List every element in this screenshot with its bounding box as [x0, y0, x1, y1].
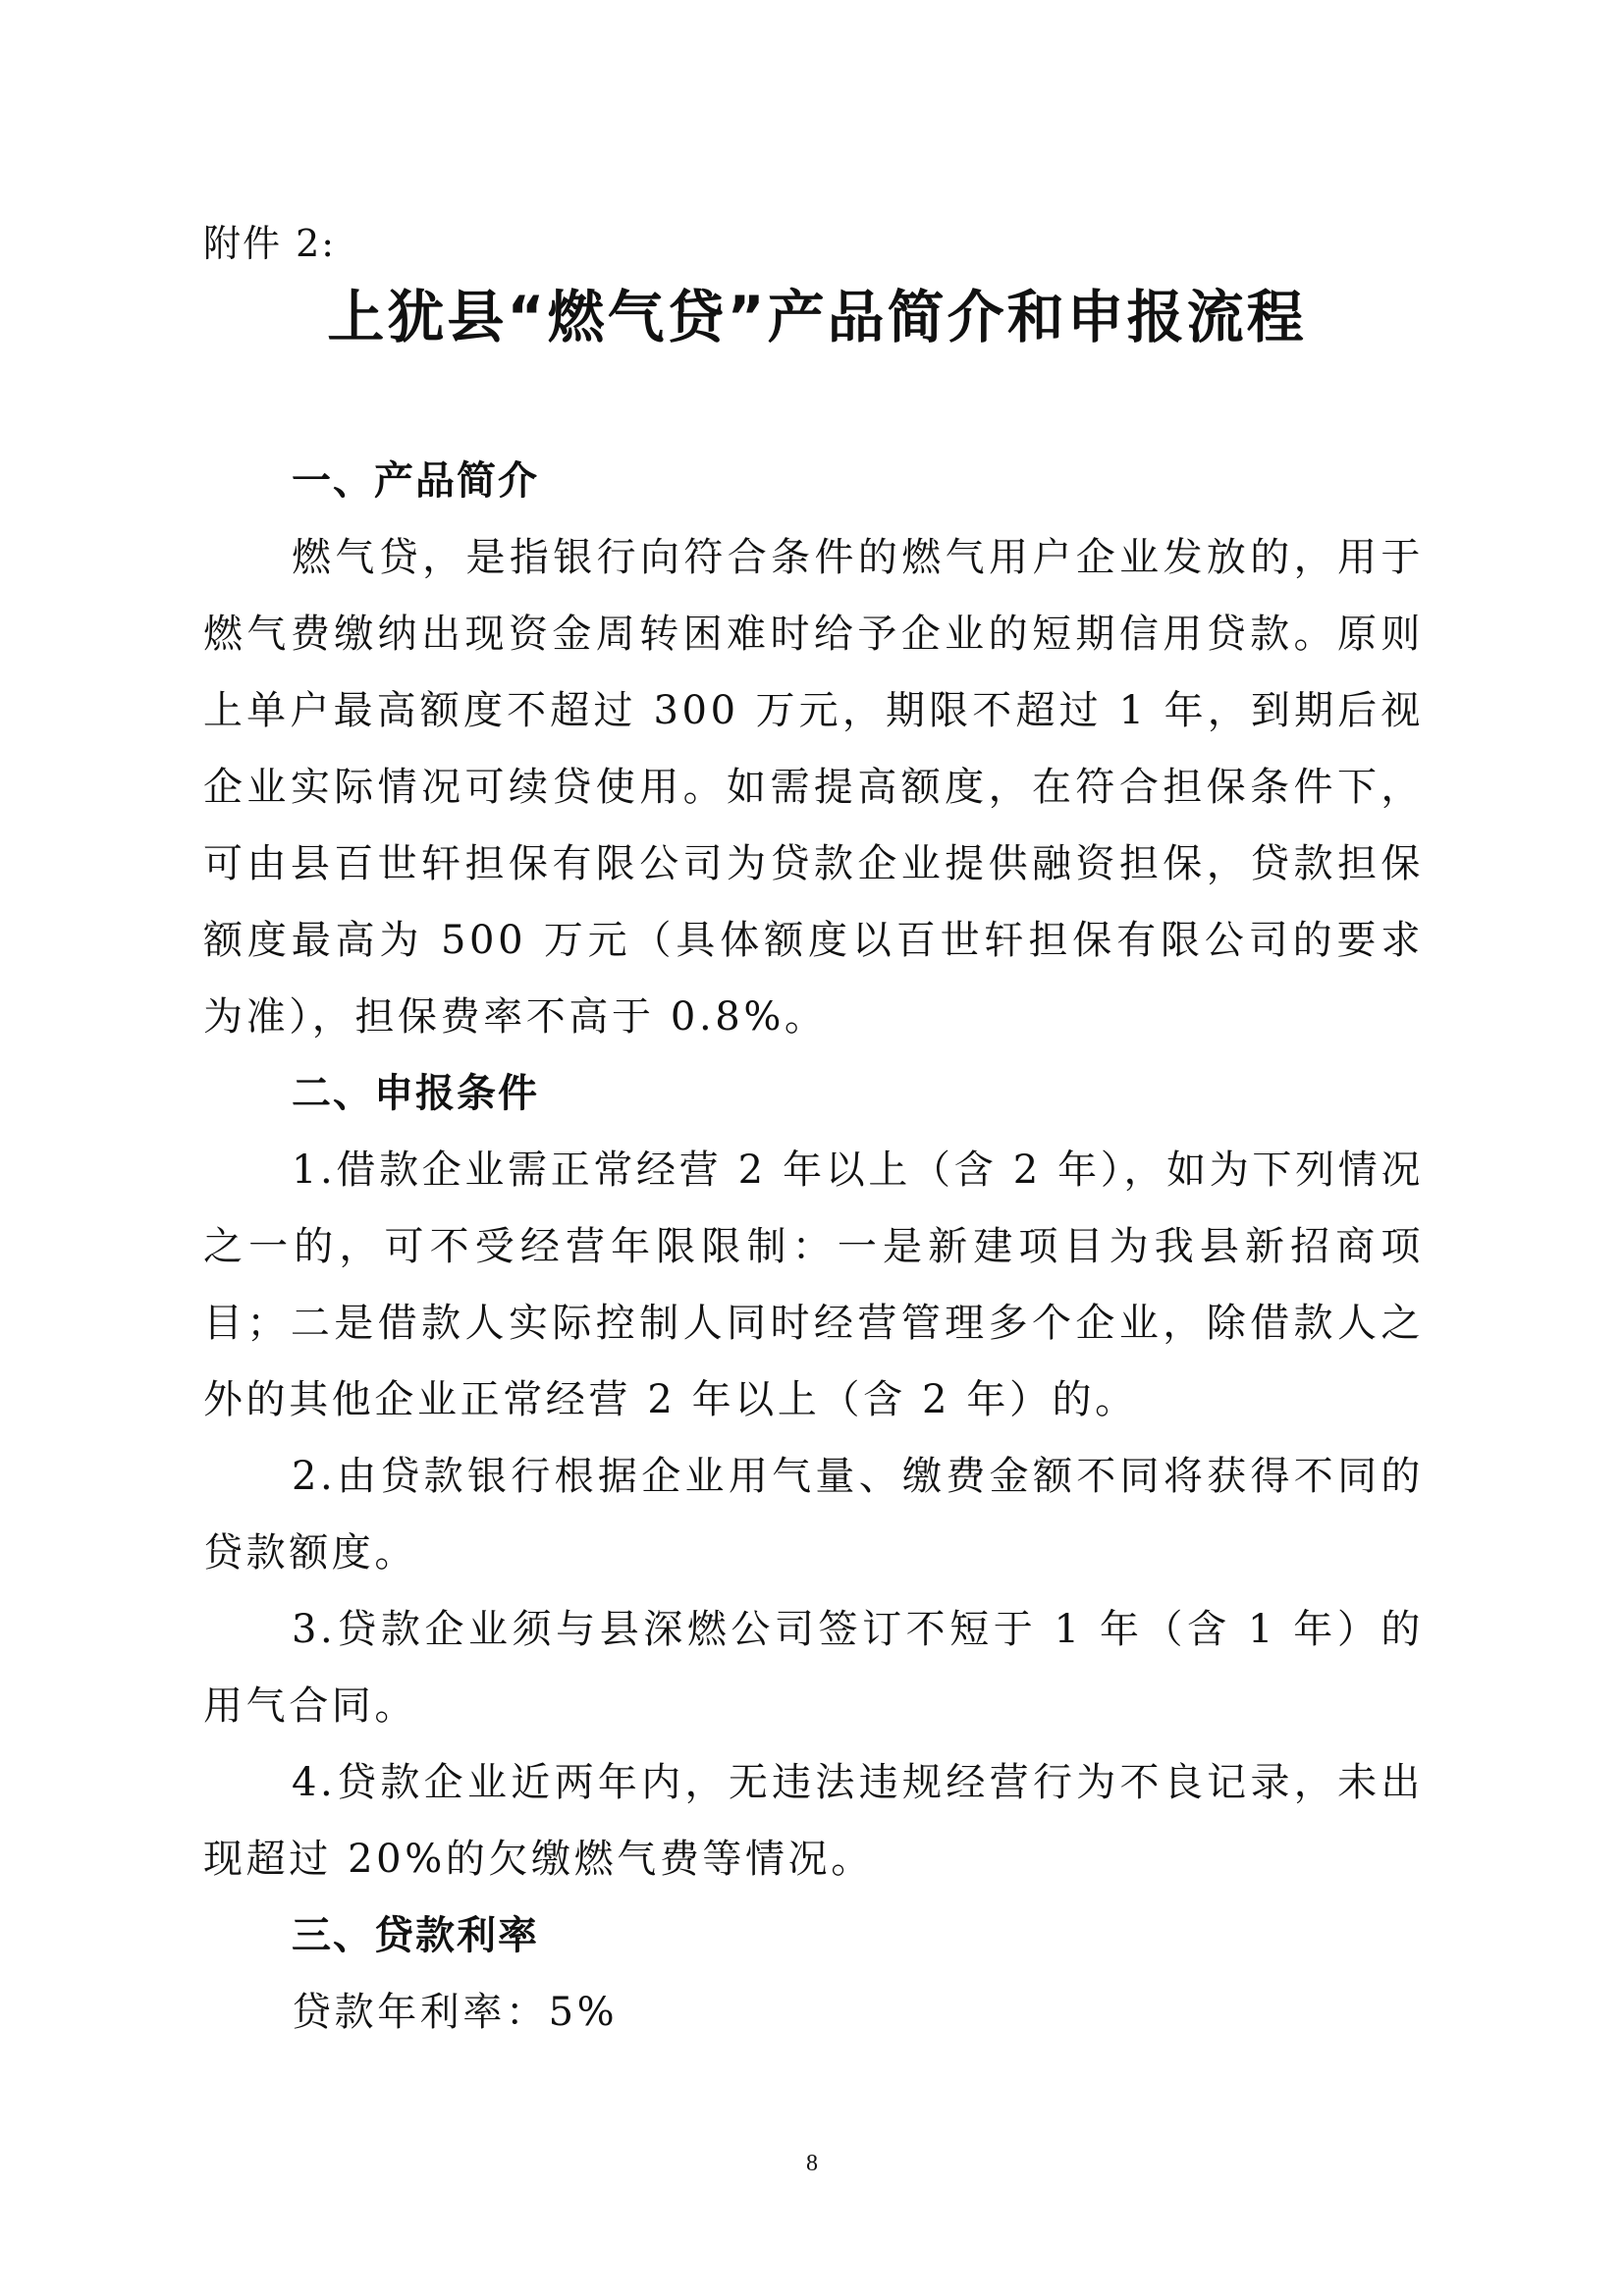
condition-item-1: 1.借款企业需正常经营 2 年以上（含 2 年），如为下列情况之一的，可不受经营年限限制：一是新建项目为我县新招商项目；二是借款人实际控制人同时经营管理多个企业，除借款人之外的其他企业正常经营 2 年以上（含 2 年）的。: [203, 1148, 1424, 1422]
condition-item-2: 2.由贷款银行根据企业用气量、缴费金额不同将获得不同的贷款额度。: [203, 1454, 1424, 1575]
product-intro-paragraph: 燃气贷，是指银行向符合条件的燃气用户企业发放的，用于燃气费缴纳出现资金周转困难时给予企业的短期信用贷款。原则上单户最高额度不超过 300 万元，期限不超过 1 年，到期后视企业实际情况可续贷使用。如需提高额度，在符合担保条件下，可由县百世轩担保有限公司为贷款企业提供融资担保，贷款担保额度最高为 500 万元（具体额度以百世轩担保有限公司的要求为准），担保费率不高于 0.8%。: [203, 535, 1424, 1040]
condition-item-3: 3.贷款企业须与县深燃公司签订不短于 1 年（含 1 年）的用气合同。: [203, 1607, 1424, 1729]
section-heading-product-intro: 一、产品简介: [292, 458, 539, 504]
document-title: 上犹县“燃气贷”产品简介和申报流程: [327, 284, 1307, 350]
page-number: 8: [806, 2151, 818, 2176]
condition-item-4: 4.贷款企业近两年内，无违法违规经营行为不良记录，未出现超过 20%的欠缴燃气费等情况。: [203, 1760, 1424, 1882]
attachment-label: 附件 2:: [203, 222, 337, 265]
section-heading-application-conditions: 二、申报条件: [292, 1071, 539, 1116]
loan-rate-paragraph: 贷款年利率：5%: [292, 1990, 619, 2035]
document-body: [203, 443, 1424, 2051]
section-heading-loan-rate: 三、贷款利率: [292, 1913, 539, 1958]
